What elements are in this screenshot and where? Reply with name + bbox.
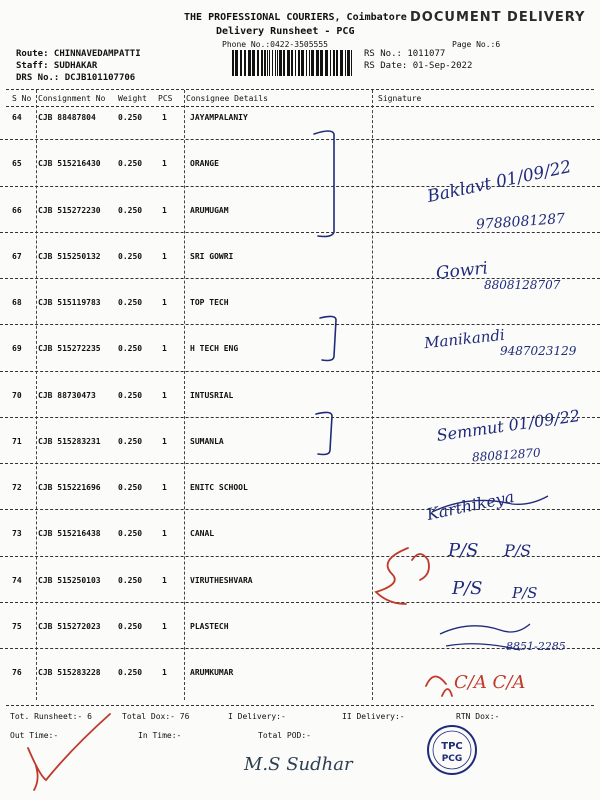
bracket-mark: [320, 316, 336, 360]
company-name: THE PROFESSIONAL COURIERS, Coimbatore: [184, 12, 407, 23]
barcode-bar: [336, 50, 338, 76]
consignee-cell: VIRUTHESHVARA: [190, 575, 253, 585]
weight-cell: 0.250: [118, 390, 143, 400]
sno-cell: 71: [12, 436, 22, 446]
sno-cell: 75: [12, 621, 22, 631]
total-dox: Total Dox:- 76: [122, 712, 190, 721]
sno-cell: 70: [12, 390, 22, 400]
weight-cell: 0.250: [118, 483, 143, 492]
weight-cell: 0.250: [118, 621, 143, 631]
pcs-cell: 1: [162, 436, 167, 446]
row-divider: [0, 509, 600, 510]
pcs-cell: 1: [162, 113, 167, 122]
pcs-cell: 1: [162, 668, 167, 677]
ii-delivery: II Delivery:-: [342, 712, 405, 721]
consignee-cell: JAYAMPALANIY: [190, 113, 248, 122]
barcode-bar: [287, 50, 290, 76]
rtn-dox: RTN Dox:-: [456, 712, 500, 721]
pcs-cell: 1: [162, 390, 167, 400]
row-divider: [0, 371, 600, 372]
barcode-bar: [248, 50, 251, 76]
consignee-cell: CANAL: [190, 529, 215, 539]
signature-row-72: Karthikeya: [424, 486, 516, 525]
rs-number: RS No.: 1011077: [364, 49, 446, 59]
consignee-cell: ARUMUGAM: [190, 205, 229, 215]
row-divider: [0, 324, 600, 325]
consignment-cell: CJB 88730473: [38, 390, 96, 400]
pcs-cell: 1: [162, 251, 167, 261]
row-divider: [0, 232, 600, 233]
barcode-bar: [311, 50, 314, 76]
weight-cell: 0.250: [118, 251, 143, 261]
barcode-bar: [267, 50, 268, 76]
weight-cell: 0.250: [118, 298, 143, 307]
barcode-bar: [272, 50, 273, 76]
consignment-cell: CJB 515250132: [38, 251, 101, 261]
barcode-bar: [279, 50, 282, 76]
consignee-cell: ARUMKUMAR: [190, 668, 234, 677]
consignment-cell: CJB 515250103: [38, 575, 101, 585]
barcode-bar: [261, 50, 263, 76]
consignee-cell: SUMANLA: [190, 436, 224, 446]
in-time: In Time:-: [138, 731, 182, 740]
sno-cell: 68: [12, 298, 22, 307]
col-consignment: Consignment No: [38, 94, 106, 103]
ps-row-73b: P/S: [504, 541, 532, 560]
weight-cell: 0.250: [118, 436, 143, 446]
barcode-bar: [275, 50, 276, 76]
weight-cell: 0.250: [118, 575, 143, 585]
pcs-cell: 1: [162, 575, 167, 585]
barcode-bar: [252, 50, 255, 76]
sno-cell: 76: [12, 668, 22, 677]
bracket-mark: [314, 131, 334, 237]
phone-row-67: 8808128707: [484, 278, 561, 292]
cla-row-76: C/A C/A: [454, 672, 526, 693]
consignment-cell: CJB 515272230: [38, 205, 101, 215]
row-divider: [0, 602, 600, 603]
signature-row-65: Baklavt 01/09/22: [425, 156, 574, 208]
page-number: Page No.:6: [452, 40, 501, 49]
col-consignee: Consignee Details: [186, 94, 268, 103]
signature-row-68: Manikandi: [423, 325, 506, 353]
document-delivery-stamp: DOCUMENT DELIVERY: [410, 10, 586, 25]
phone-row-69: 9487023129: [500, 344, 577, 358]
weight-cell: 0.250: [118, 344, 143, 354]
barcode-bar: [257, 50, 259, 76]
consignment-cell: CJB 515272235: [38, 344, 101, 354]
phone-number: Phone No.:0422-3505555: [222, 40, 328, 49]
barcode-bar: [351, 50, 352, 76]
weight-cell: 0.250: [118, 159, 143, 169]
route: Route: CHINNAVEDAMPATTI: [16, 49, 141, 59]
consignee-cell: PLASTECH: [190, 621, 229, 631]
staff: Staff: SUDHAKAR: [16, 61, 98, 71]
consignment-cell: CJB 515283231: [38, 436, 101, 446]
tpc-seal: [428, 726, 476, 774]
col-weight: Weight: [118, 94, 147, 103]
barcode-bar: [295, 50, 296, 76]
barcode-bar: [277, 50, 278, 76]
sno-cell: 72: [12, 483, 22, 492]
barcode-bar: [320, 50, 323, 76]
sno-cell: 69: [12, 344, 22, 354]
sno-cell: 67: [12, 251, 22, 261]
red-bracket-mark: [376, 548, 452, 696]
consignee-cell: ORANGE: [190, 159, 219, 169]
signature-row-70: Semmut 01/09/22: [435, 406, 582, 445]
barcode-bar: [345, 50, 346, 76]
runsheet-title: Delivery Runsheet - PCG: [216, 26, 355, 37]
phone-row-66: 9788081287: [475, 210, 566, 234]
weight-cell: 0.250: [118, 529, 143, 539]
pcs-cell: 1: [162, 298, 167, 307]
consignment-cell: CJB 515119783: [38, 298, 101, 307]
pcs-cell: 1: [162, 529, 167, 539]
drs-number: DRS No.: DCJB101107706: [16, 73, 136, 83]
ps-row-73: P/S: [448, 540, 479, 561]
barcode-bar: [298, 50, 300, 76]
barcode-bar: [244, 50, 246, 76]
barcode-bar: [306, 50, 307, 76]
phone-row-75: 8851-2285: [506, 640, 566, 653]
consignee-cell: SRI GOWRI: [190, 251, 234, 261]
barcode-bar: [309, 50, 310, 76]
bracket-mark: [316, 412, 332, 454]
phone-row-71: 880812870: [471, 445, 542, 465]
i-delivery: I Delivery:-: [228, 712, 286, 721]
barcode-bar: [232, 50, 234, 76]
col-signature: Signature: [378, 94, 422, 103]
barcode-bar: [269, 50, 270, 76]
weight-cell: 0.250: [118, 668, 143, 677]
barcode-bar: [291, 50, 293, 76]
consignee-cell: H TECH ENG: [190, 344, 239, 354]
weight-cell: 0.250: [118, 113, 143, 122]
footer-top-rule: [6, 705, 594, 706]
out-time: Out Time:-: [10, 731, 59, 740]
consignment-cell: CJB 515283228: [38, 668, 101, 677]
sno-cell: 73: [12, 529, 22, 539]
row-divider: [0, 139, 600, 140]
consignee-cell: TOP TECH: [190, 298, 229, 307]
barcode-bar: [325, 50, 328, 76]
barcode-bar: [283, 50, 285, 76]
pcs-cell: 1: [162, 159, 167, 169]
sno-cell: 74: [12, 575, 22, 585]
consignment-cell: CJB 515216438: [38, 529, 101, 539]
consignee-cell: INTUSRIAL: [190, 390, 234, 400]
consignment-cell: CJB 515221696: [38, 483, 101, 492]
total-pod: Total POD:-: [258, 731, 311, 740]
barcode-bar: [235, 50, 238, 76]
pcs-cell: 1: [162, 621, 167, 631]
col-sno: S No: [12, 94, 32, 103]
barcode: [232, 50, 352, 76]
col-divider: [372, 90, 373, 700]
consignment-cell: CJB 515216430: [38, 159, 101, 169]
header-bottom-rule: [6, 106, 594, 107]
barcode-bar: [330, 50, 331, 76]
col-divider: [36, 90, 37, 700]
consignment-cell: CJB 515272023: [38, 621, 101, 631]
weight-cell: 0.250: [118, 205, 143, 215]
consignee-cell: ENITC SCHOOL: [190, 483, 248, 492]
col-divider: [184, 90, 185, 700]
header-top-rule: [6, 89, 594, 90]
consignment-cell: CJB 88487804: [38, 113, 96, 122]
total-runsheet: Tot. Runsheet:- 6: [10, 712, 92, 721]
ps-row-74: P/S: [452, 578, 483, 599]
rs-date: RS Date: 01-Sep-2022: [364, 61, 473, 71]
seal-top-text: TPC: [441, 741, 463, 752]
staff-signature: M.S Sudhar: [244, 754, 353, 775]
barcode-bar: [301, 50, 304, 76]
sno-cell: 64: [12, 113, 22, 122]
seal-bottom-text: PCG: [441, 754, 463, 764]
barcode-bar: [240, 50, 242, 76]
barcode-bar: [316, 50, 319, 76]
barcode-bar: [340, 50, 343, 76]
sno-cell: 65: [12, 159, 22, 169]
barcode-bar: [333, 50, 335, 76]
red-tick-mark: [28, 714, 110, 790]
sno-cell: 66: [12, 205, 22, 215]
barcode-bar: [347, 50, 350, 76]
barcode-bar: [264, 50, 266, 76]
pcs-cell: 1: [162, 205, 167, 215]
signature-row-67: Gowri: [435, 258, 489, 284]
row-divider: [0, 463, 600, 464]
pcs-cell: 1: [162, 483, 167, 492]
pcs-cell: 1: [162, 344, 167, 354]
ps-row-74b: P/S: [512, 584, 538, 602]
col-pcs: PCS: [158, 94, 173, 103]
